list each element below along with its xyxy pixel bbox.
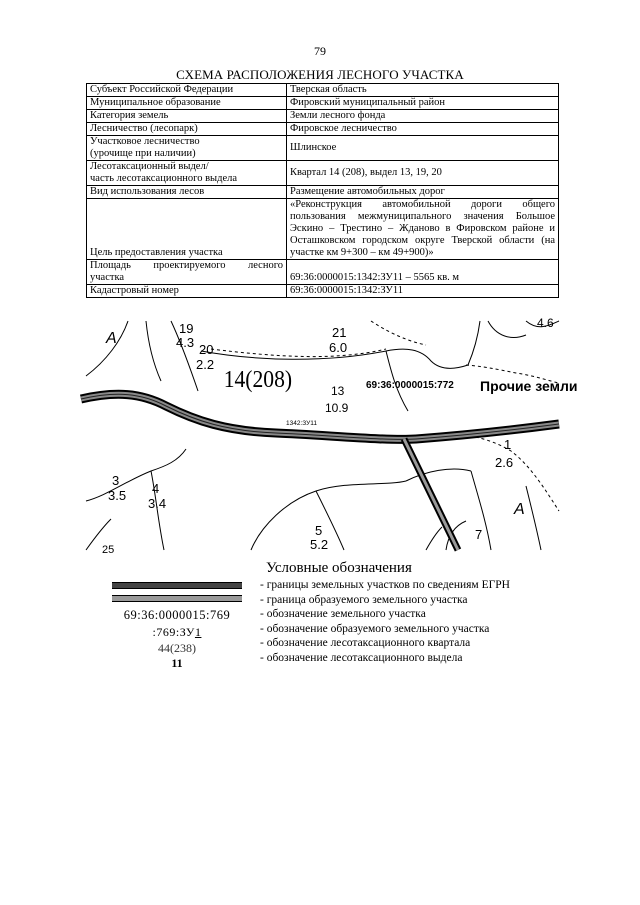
- table-row: [87, 186, 559, 199]
- allotment-7-num: 7: [475, 527, 483, 542]
- land-category-value: Земли лесного фонда: [287, 110, 559, 123]
- legend-egrn-boundary-symbol: [112, 582, 242, 589]
- allotment-3-area: 3.5: [108, 488, 127, 503]
- cadastral-label: Кадастровый номер: [87, 285, 287, 298]
- municipality-value: Фировский муниципальный район: [287, 97, 559, 110]
- corner-fragment: 4.6: [537, 316, 554, 330]
- purpose-value-line2: пользования межмуниципального значения Большое: [290, 211, 555, 222]
- cadastral-value: 69:36:0000015:1342:ЗУ11: [287, 285, 559, 298]
- purpose-value-line4: Осташковском городском округе Тверской области (на: [290, 235, 555, 246]
- allotment-label-line1: Лесотаксационный выдел/: [90, 161, 209, 172]
- allotment-3-num: 3: [112, 473, 120, 488]
- municipality-label: Муниципальное образование: [87, 97, 287, 110]
- subject-label: Субъект Российской Федерации: [87, 84, 287, 97]
- legend-item: - обозначение образуемого земельного участка: [260, 622, 490, 635]
- bottom-fragment: 25: [102, 544, 115, 556]
- map-letter-a: А: [106, 330, 117, 347]
- allotment-19-area: 4.3: [176, 335, 195, 350]
- district-forestry-label-line1: Участковое лесничество: [90, 136, 200, 147]
- forestry-label: Лесничество (лесопарк): [87, 123, 287, 136]
- legend-new-parcel-prefix: :769:ЗУ: [152, 625, 195, 639]
- legend-quarter-sample: 44(238): [158, 641, 196, 655]
- allotment-1-area: 2.6: [495, 455, 514, 470]
- purpose-value-line1: «Реконструкция автомобильной дороги общего: [290, 199, 555, 210]
- area-label-line1: Площадь проектируемого лесного: [90, 260, 283, 271]
- district-forestry-value: Шлинское: [287, 136, 559, 161]
- info-table: [86, 83, 559, 298]
- purpose-label: Цель предоставления участка: [87, 199, 287, 260]
- table-row: [87, 84, 559, 97]
- area-label: [87, 260, 287, 285]
- legend-title: Условные обозначения: [266, 560, 412, 576]
- table-row: [87, 260, 559, 285]
- allotment-20-num: 20: [199, 342, 214, 357]
- allotment-5-area: 5.2: [310, 537, 329, 552]
- legend-item: - границы земельных участков по сведениям ЕГРН: [260, 579, 510, 591]
- district-forestry-label: [87, 136, 287, 161]
- use-type-label: Вид использования лесов: [87, 186, 287, 199]
- allotment-1-num: 1: [504, 437, 512, 452]
- allotment-19-num: 19: [179, 321, 194, 336]
- allotment-21-num: 21: [332, 325, 347, 340]
- district-forestry-label-line2: (урочище при наличии): [90, 148, 196, 159]
- legend-list: [260, 578, 510, 665]
- dashed-boundaries: [211, 321, 559, 511]
- map-letter-a-2: А: [514, 501, 525, 518]
- allotment-label-line2: часть лесотаксационного выдела: [90, 173, 238, 184]
- legend-item: - обозначение лесотаксационного выдела: [260, 651, 463, 664]
- allotment-4-area: 3.4: [148, 496, 167, 511]
- allotment-value: Квартал 14 (208), выдел 13, 19, 20: [287, 161, 559, 186]
- legend-item: - граница образуемого земельного участка: [260, 593, 468, 606]
- allotment-13-area: 10.9: [325, 401, 349, 415]
- quarter-label: 14(208): [223, 365, 293, 393]
- document-title: СХЕМА РАСПОЛОЖЕНИЯ ЛЕСНОГО УЧАСТКА: [176, 67, 464, 82]
- legend-new-parcel-suffix: 1: [194, 625, 202, 639]
- allotment-21-area: 6.0: [329, 340, 348, 355]
- table-row: [87, 123, 559, 136]
- purpose-value-line5: участке км 9+300 – км 49+900)»: [290, 247, 434, 258]
- legend-allotment-sample: 11: [171, 656, 183, 670]
- table-row: [87, 97, 559, 110]
- table-row: [87, 285, 559, 298]
- table-row: [87, 136, 559, 161]
- area-label-line2: участка: [90, 272, 125, 283]
- page-number: 79: [314, 44, 326, 58]
- area-value: 69:36:0000015:1342:ЗУ11 – 5565 кв. м: [287, 260, 559, 285]
- table-row: [87, 199, 559, 260]
- purpose-value: [287, 199, 559, 260]
- legend-item: - обозначение лесотаксационного квартала: [260, 637, 471, 649]
- legend-item: - обозначение земельного участка: [260, 608, 426, 620]
- subject-value: Тверская область: [287, 84, 559, 97]
- allotment-label: [87, 161, 287, 186]
- land-category-label: Категория земель: [87, 110, 287, 123]
- table-row: [87, 161, 559, 186]
- other-lands-label: Прочие земли: [480, 378, 578, 394]
- legend-new-parcel-sample: [112, 625, 242, 640]
- legend-parcel-sample: 69:36:0000015:769: [123, 608, 231, 622]
- map-drawing: [86, 316, 578, 556]
- branch-road-fill: [404, 439, 458, 550]
- table-row: [87, 110, 559, 123]
- parcel-map: [86, 316, 578, 556]
- allotment-13-num: 13: [331, 384, 345, 398]
- purpose-value-line3: Эскино – Трестино – Жданово в Фировском районе и: [290, 223, 555, 234]
- parcel-label: 69:36:0000015:772: [366, 380, 454, 391]
- allotment-5-num: 5: [315, 523, 323, 538]
- allotment-4-num: 4: [152, 481, 160, 496]
- road-label: 1342:ЗУ11: [286, 420, 317, 427]
- legend-new-boundary-symbol: [112, 595, 242, 602]
- use-type-value: Размещение автомобильных дорог: [287, 186, 559, 199]
- forestry-value: Фировское лесничество: [287, 123, 559, 136]
- allotment-20-area: 2.2: [196, 357, 215, 372]
